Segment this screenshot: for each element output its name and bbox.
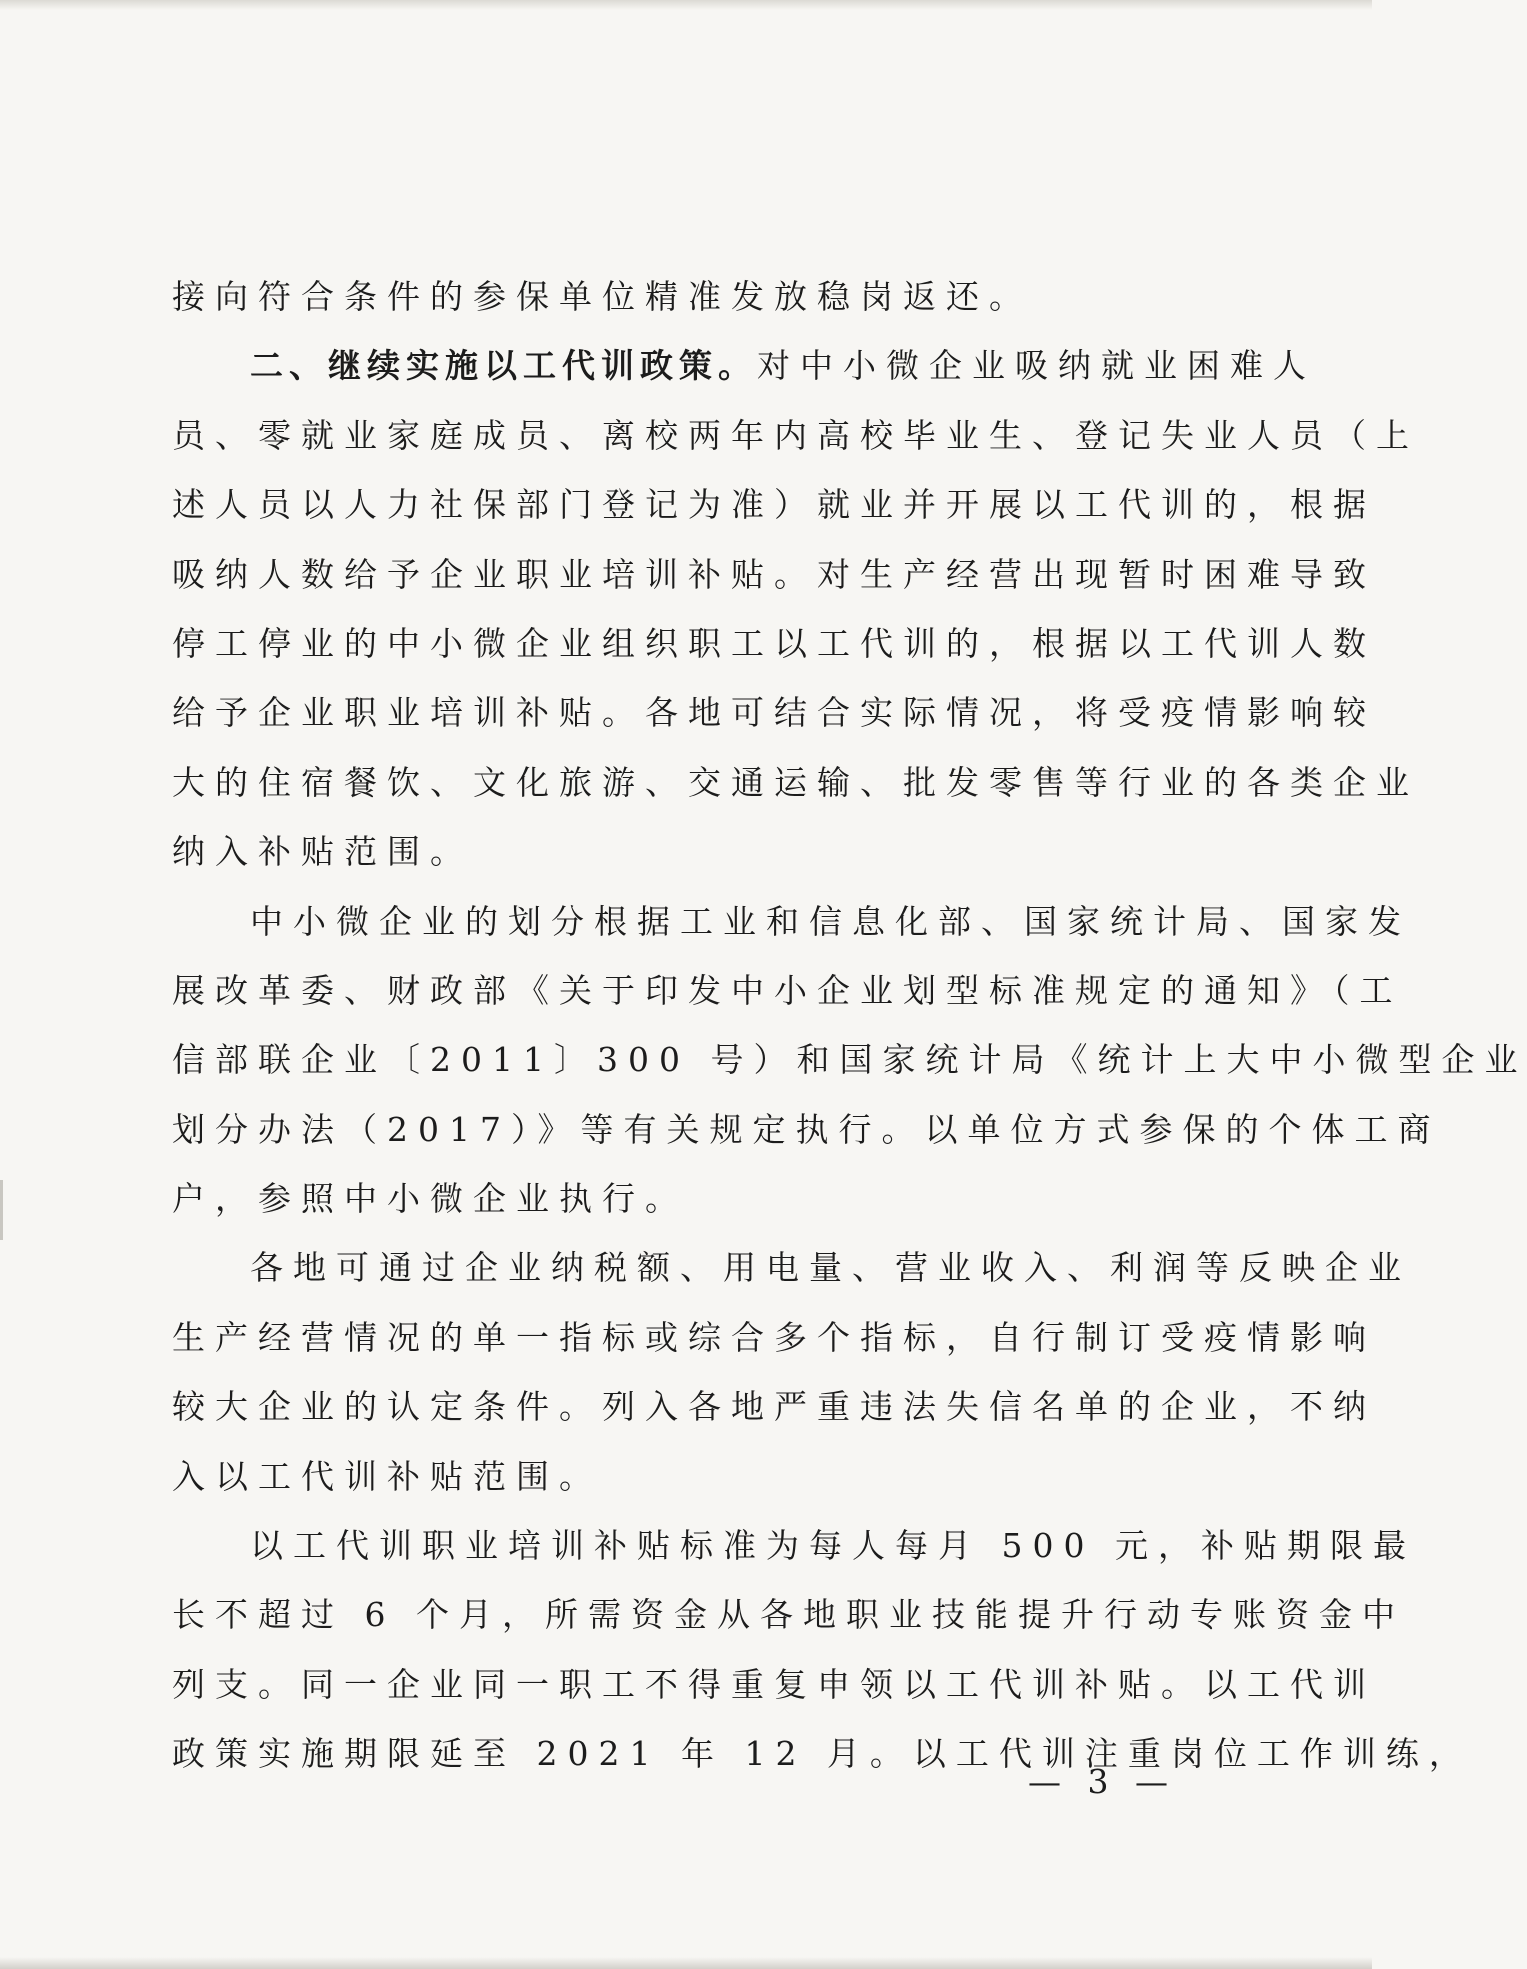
text-line: 信部联企业〔2011〕300 号）和国家统计局《统计上大中小微型企业: [172, 1040, 1527, 1080]
text-line: 展改革委、财政部《关于印发中小企业划型标准规定的通知》（工: [172, 970, 1403, 1010]
text-line: 述人员以人力社保部门登记为准）就业并开展以工代训的，根据: [172, 485, 1376, 525]
paragraph-first-line: 中小微企业的划分根据工业和信息化部、国家统计局、国家发: [250, 901, 1411, 941]
text-line: 接向符合条件的参保单位精准发放稳岗返还。: [172, 277, 1032, 316]
scan-mark: [0, 1180, 3, 1240]
section-heading-line: [172, 331, 1316, 400]
text-line: 大的住宿餐饮、文化旅游、交通运输、批发零售等行业的各类企业: [172, 762, 1419, 802]
scan-shadow-bottom: [0, 1957, 1372, 1969]
text-line: 纳入补贴范围。: [172, 832, 473, 872]
paragraph-first-line: 以工代训职业培训补贴标准为每人每月 500 元，补贴期限最: [250, 1526, 1416, 1566]
paragraph-first-line: 各地可通过企业纳税额、用电量、营业收入、利润等反映企业: [250, 1248, 1411, 1288]
text-line: 户，参照中小微企业执行。: [172, 1179, 688, 1219]
text-line: 生产经营情况的单一指标或综合多个指标，自行制订受疫情影响: [172, 1317, 1376, 1357]
page-number: — 3 —: [1028, 1762, 1176, 1801]
text-line: 员、零就业家庭成员、离校两年内高校毕业生、登记失业人员（上: [172, 415, 1419, 455]
text-line: 长不超过 6 个月，所需资金从各地职业技能提升行动专账资金中: [172, 1595, 1405, 1635]
text-line: 吸纳人数给予企业职业培训补贴。对生产经营出现暂时困难导致: [172, 554, 1376, 594]
text-line: 给予企业职业培训补贴。各地可结合实际情况，将受疫情影响较: [172, 693, 1376, 733]
text-line: 划分办法（2017）》等有关规定执行。以单位方式参保的个体工商: [172, 1109, 1441, 1149]
document-body: [172, 262, 1527, 1789]
text-line-continuation: 对中小微企业吸纳就业困难人: [757, 346, 1316, 386]
text-line: 停工停业的中小微企业组织职工以工代训的，根据以工代训人数: [172, 623, 1376, 663]
text-line: 入以工代训补贴范围。: [172, 1456, 602, 1496]
scan-shadow-top: [0, 0, 1372, 10]
section-heading: 二、继续实施以工代训政策。: [250, 346, 757, 386]
text-line: 列支。同一企业同一职工不得重复申领以工代训补贴。以工代训: [172, 1664, 1376, 1704]
text-line: 政策实施期限延至 2021 年 12 月。以工代训注重岗位工作训练，: [172, 1734, 1472, 1774]
text-line: 较大企业的认定条件。列入各地严重违法失信名单的企业，不纳: [172, 1387, 1376, 1427]
